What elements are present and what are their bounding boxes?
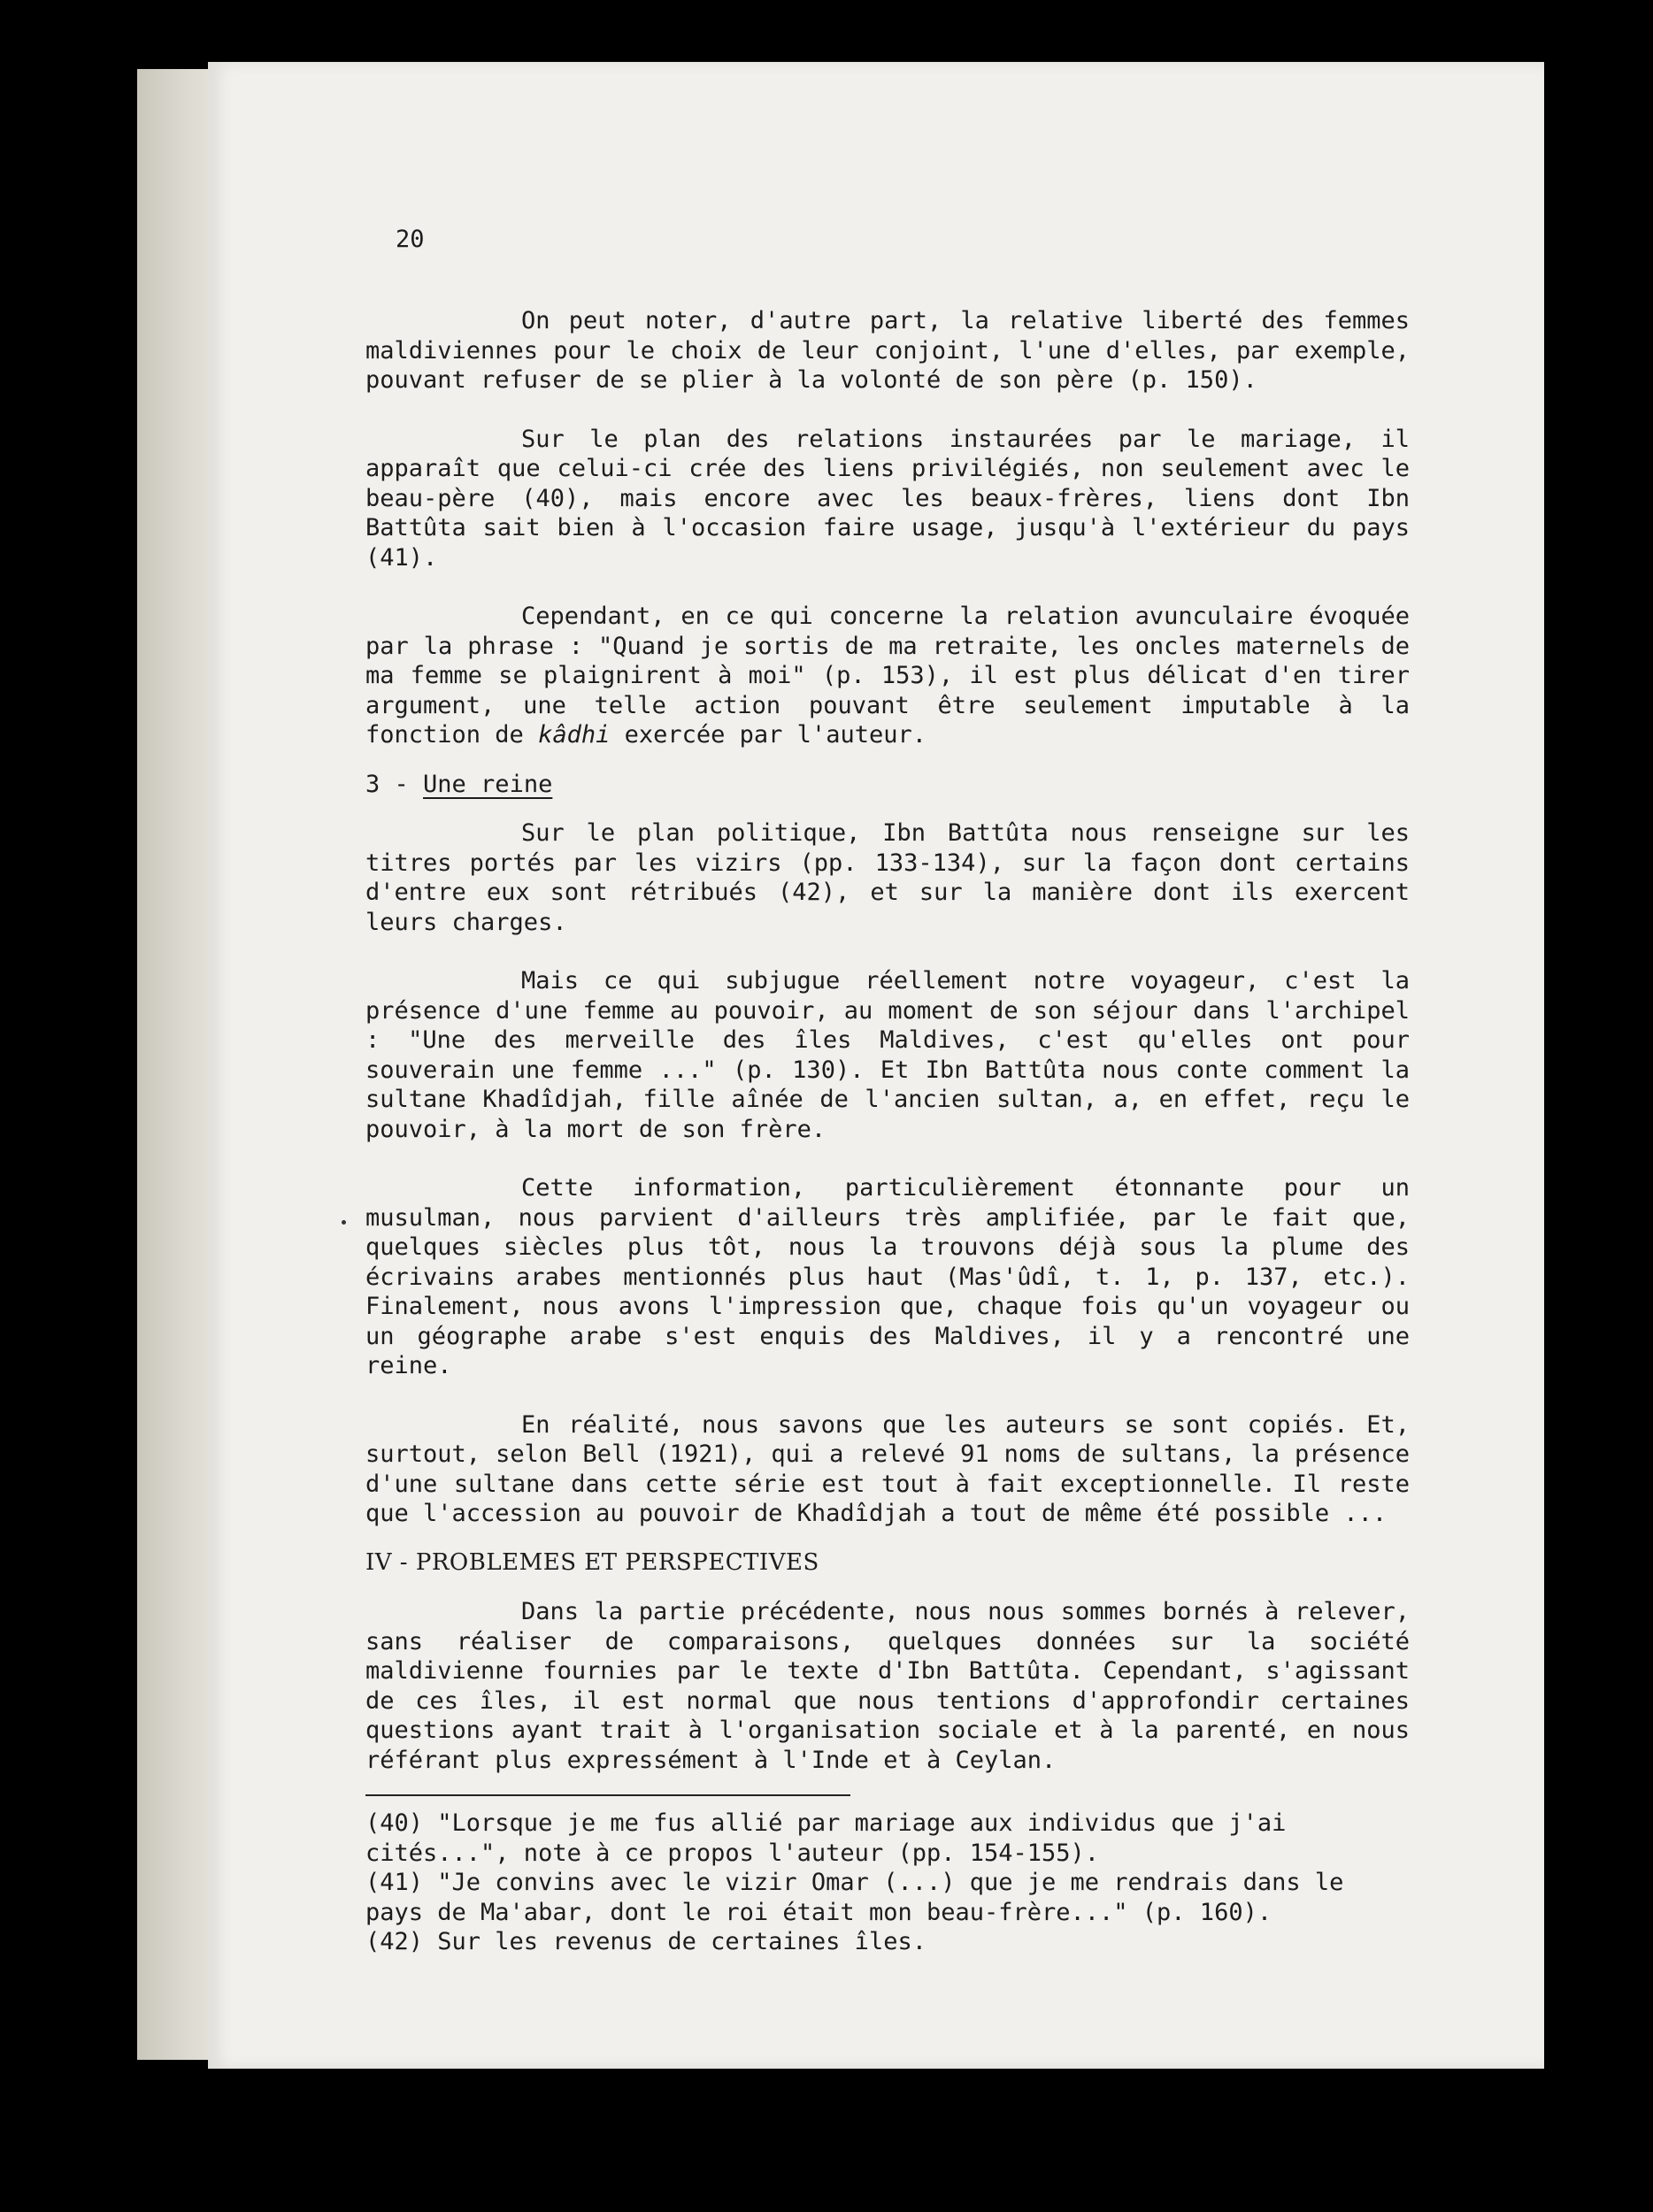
chapter-heading: IV - PROBLEMES ET PERSPECTIVES [365,1548,819,1576]
avuncular-text-before: Cependant, en ce qui concerne la relation avunculaire évoquée par la phrase : "Quand je sortis de ma retraite, les oncles maternels de ma femme se plaignirent à moi" (p. 153), il est plus délicat d'en tirer argument, une telle action pouvant être seulement imputable à la fonction de [365,603,1410,749]
section-title: Une reine [423,770,553,798]
section-heading-queen [365,770,1410,800]
paragraph-avuncular [365,602,1410,750]
avuncular-italic-term: kâdhi [538,721,611,749]
paragraph-women-freedom: On peut noter, d'autre part, la relative liberté des femmes maldiviennes pour le choix de leur conjoint, l'une d'elles, par exemple, pouvant refuser de se plier à la volonté de son père (p. 150). [365,307,1410,394]
page-content [365,221,1410,1957]
page-number: 20 [396,226,425,253]
footnote-40: (40) "Lorsque je me fus allié par mariage aux individus que j'ai cités...", note à ce propos l'auteur (pp. 154-155). [365,1809,1287,1867]
margin-dot [342,1220,346,1225]
paragraph-information-amplified: Cette information, particulièrement étonnante pour un musulman, nous parvient d'ailleurs très amplifiée, par le fait que, quelques siècles plus tôt, nous la trouvons déjà sous la plume des écrivains arabes mentionnés plus haut (Mas'ûdî, t. 1, p. 137, etc.). Finalement, nous avons l'impression que, chaque fois qu'un voyageur ou un géographe arabe s'est enquis des Maldives, il y a rencontré une reine. [365,1174,1410,1379]
top-spacer [365,221,1410,306]
section-number: 3 - [365,770,424,798]
paragraph-politics: Sur le plan politique, Ibn Battûta nous renseigne sur les titres portés par les vizirs (pp. 133-134), sur la façon dont certains d'entre eux sont rétribués (42), et sur la manière dont ils exercent leurs charges. [365,819,1410,936]
avuncular-text-after: exercée par l'auteur. [610,721,926,749]
footnote-41: (41) "Je convins avec le vizir Omar (...) que je me rendrais dans le pays de Ma'abar, dont le roi était mon beau-frère..." (p. 160). [365,1869,1344,1926]
paragraph-marriage-relations: Sur le plan des relations instaurées par le mariage, il apparaît que celui-ci crée des liens privilégiés, non seulement avec le beau-père (40), mais encore avec les beaux-frères, liens dont Ibn Battûta sait bien à l'occasion faire usage, jusqu'à l'extérieur du pays (41). [365,425,1410,572]
footnote-42: (42) Sur les revenus de certaines îles. [365,1928,926,1955]
paragraph-woman-in-power: Mais ce qui subjugue réellement notre voyageur, c'est la présence d'une femme au pouvoir, au moment de son séjour dans l'archipel : "Une des merveille des îles Maldives, c'est qu'elles ont pour souverain une femme ..." (p. 130). Et Ibn Battûta nous conte comment la sultane Khadîdjah, fille aînée de l'ancien sultan, a, en effet, reçu le pouvoir, à la mort de son frère. [365,967,1410,1143]
footnote-divider [365,1794,850,1796]
paragraph-problems: Dans la partie précédente, nous nous sommes bornés à relever, sans réaliser de comparaisons, quelques données sur la société maldivienne fournies par le texte d'Ibn Battûta. Cependant, s'agissant de ces îles, il est normal que nous tentions d'approfondir certaines questions ayant trait à l'organisation sociale et à la parenté, en nous référant plus expressément à l'Inde et à Ceylan. [365,1598,1410,1774]
paragraph-in-reality: En réalité, nous savons que les auteurs se sont copiés. Et, surtout, selon Bell (1921), qui a relevé 91 noms de sultans, la présence d'une sultane dans cette série est tout à fait exceptionnelle. Il reste que l'accession au pouvoir de Khadîdjah a tout de même été possible ... [365,1410,1410,1527]
